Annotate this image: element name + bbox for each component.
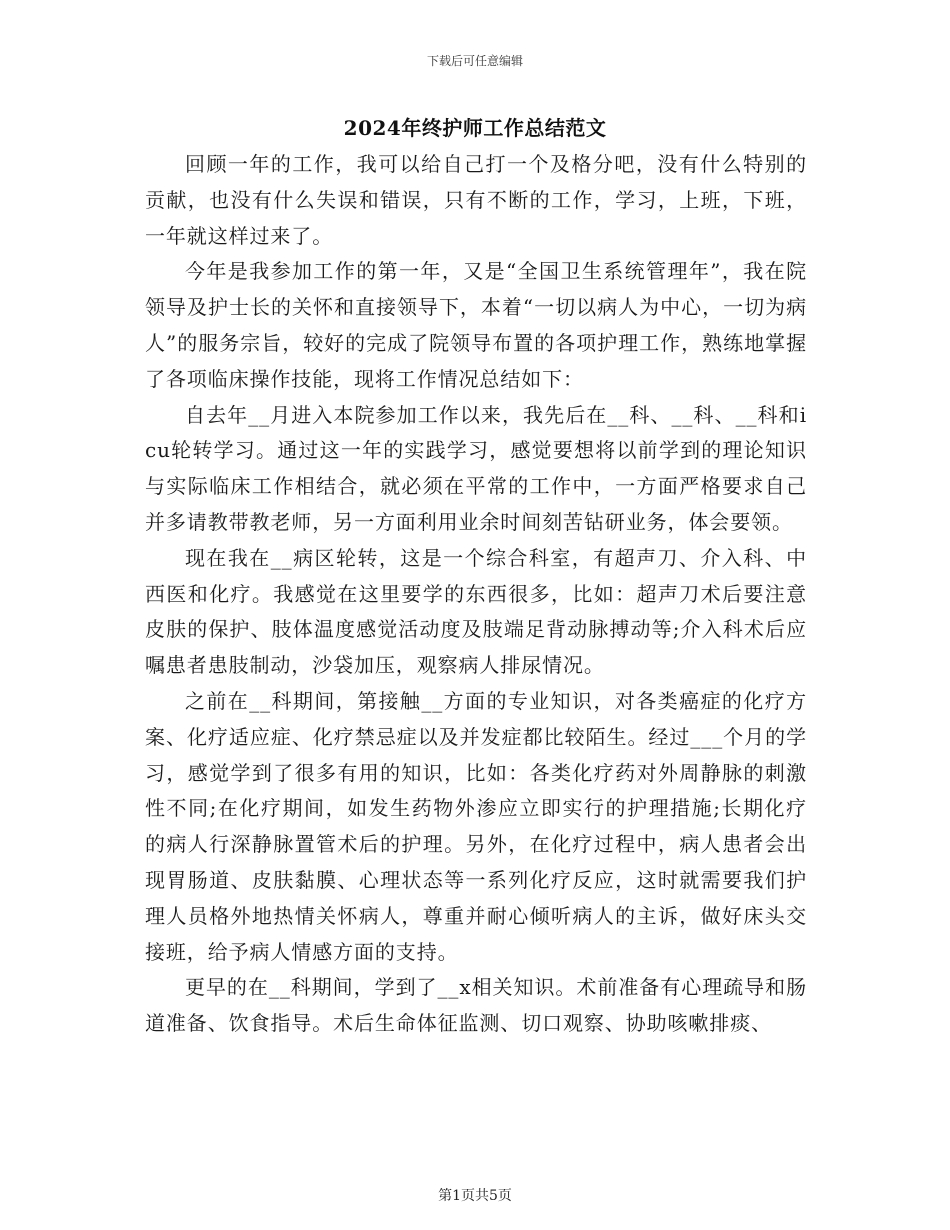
paragraph-4: 现在我在__病区轮转，这是一个综合科室，有超声刀、介入科、中西医和化疗。我感觉在这里要学的东西很多，比如：超声刀术后要注意皮肤的保护、肢体温度感觉活动度及肢端足背动脉搏动等;介入科术后应嘱患者患肢制动，沙袋加压，观察病人排尿情况。 <box>145 545 807 678</box>
paragraph-2: 今年是我参加工作的第一年，又是“全国卫生系统管理年”，我在院领导及护士长的关怀和直接领导下，本着“一切以病人为中心，一切为病人”的服务宗旨，较好的完成了院领导布置的各项护理工作，熟练地掌握了各项临床操作技能，现将工作情况总结如下： <box>145 259 807 391</box>
paragraph-3: 自去年__月进入本院参加工作以来，我先后在__科、__科、__科和icu轮转学习。通过这一年的实践学习，感觉要想将以前学到的理论知识与实际临床工作相结合，就必须在平常的工作中，一方面严格要求自己并多请教带教老师，另一方面利用业余时间刻苦钻研业务，体会要领。 <box>145 402 807 534</box>
header-note: 下载后可任意编辑 <box>426 54 523 68</box>
page-number: 第1页共5页 <box>438 1188 512 1204</box>
paragraph-5: 之前在__科期间，第接触__方面的专业知识，对各类癌症的化疗方案、化疗适应症、化疗禁忌症以及并发症都比较陌生。经过___个月的学习，感觉学到了很多有用的知识，比如：各类化疗药对外周静脉的刺激性不同;在化疗期间，如发生药物外渗应立即实行的护理措施;长期化疗的病人行深静脉置管术后的护理。另外，在化疗过程中，病人患者会出现胃肠道、皮肤黏膜、心理状态等一系列化疗反应，这时就需要我们护理人员格外地热情关怀病人，尊重并耐心倾听病人的主诉，做好床头交接班，给予病人情感方面的支持。 <box>145 688 807 964</box>
paragraph-6: 更早的在__科期间，学到了__x相关知识。术前准备有心理疏导和肠道准备、饮食指导。术后生命体征监测、切口观察、协助咳嗽排痰、 <box>145 975 807 1036</box>
document-title: 2024年终护师工作总结范文 <box>343 116 607 140</box>
paragraph-1: 回顾一年的工作，我可以给自己打一个及格分吧，没有什么特别的贡献，也没有什么失误和错误，只有不断的工作，学习，上班，下班，一年就这样过来了。 <box>145 152 807 248</box>
document-body <box>145 147 807 1042</box>
